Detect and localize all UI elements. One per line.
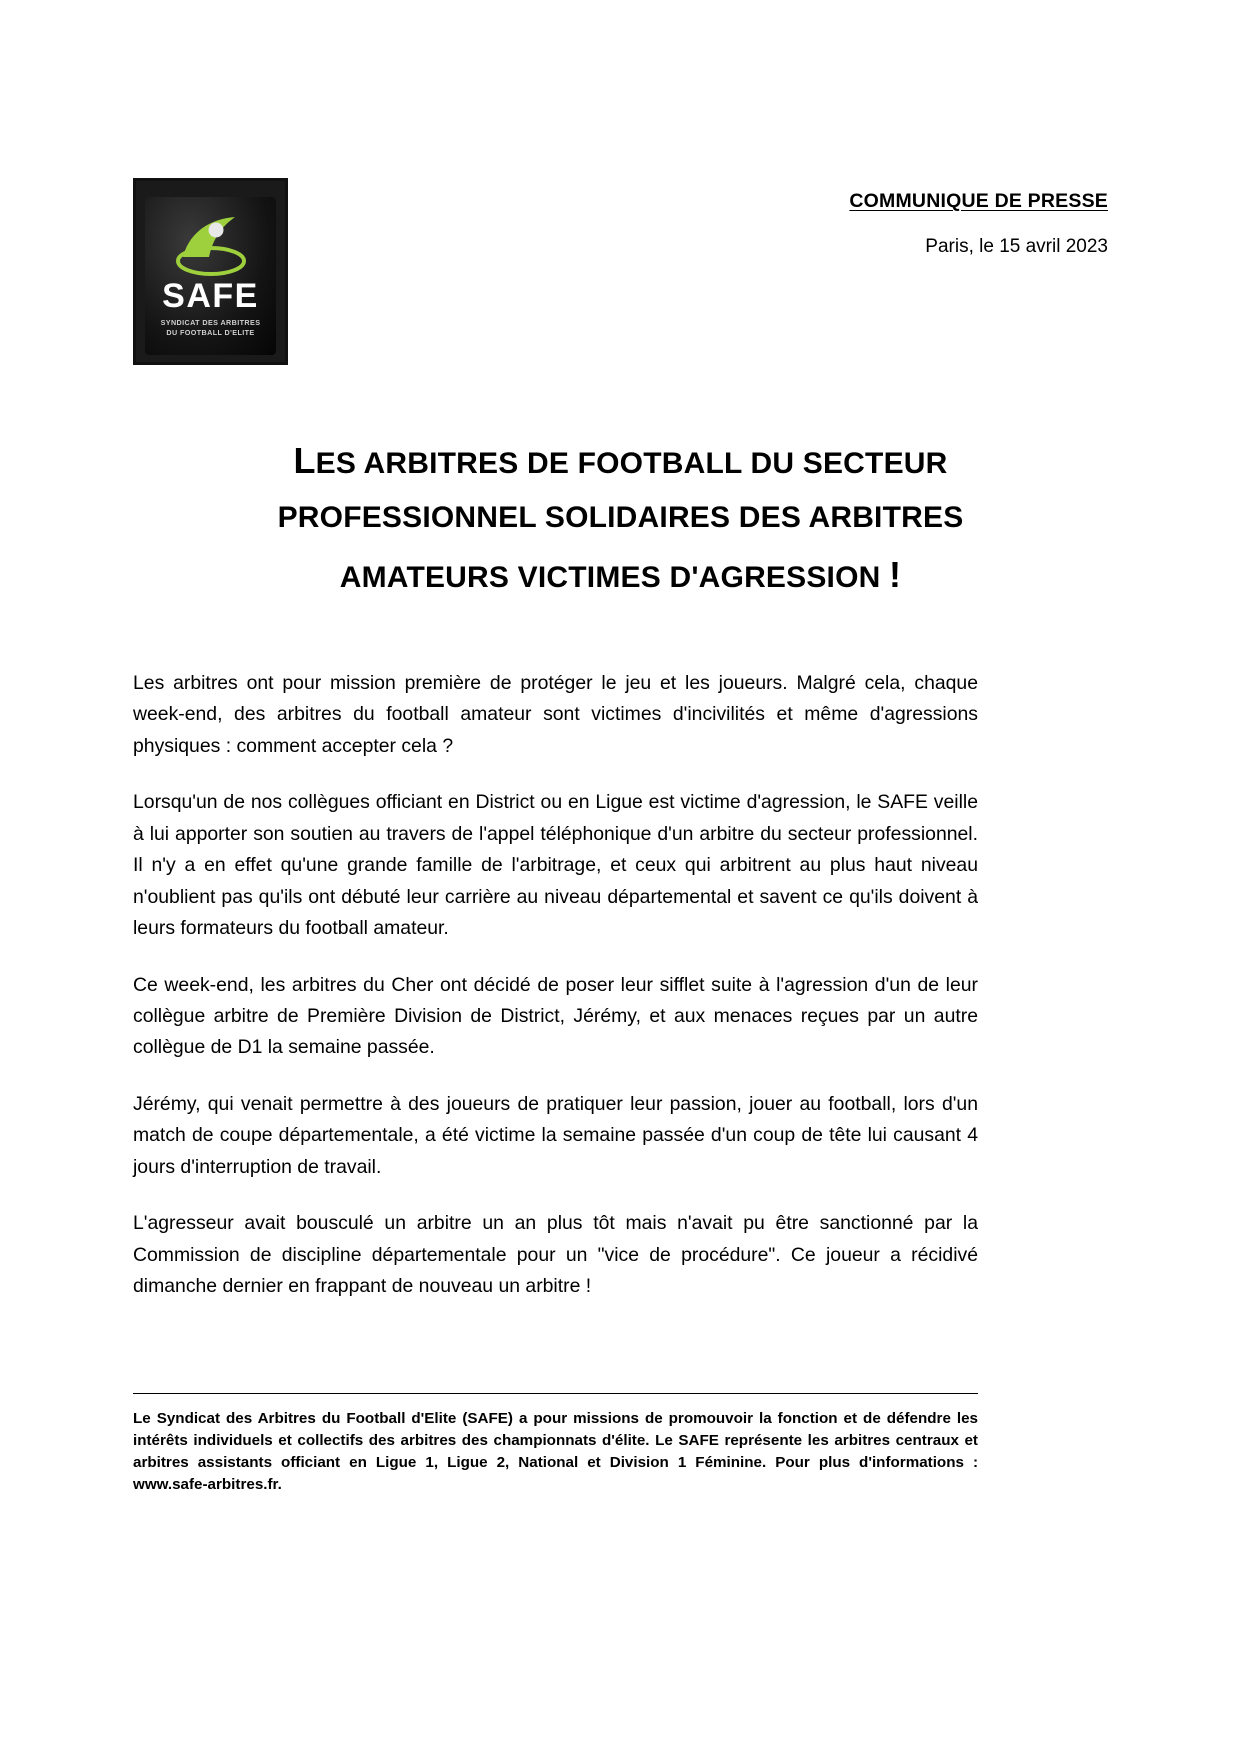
page-title-exclamation: ! xyxy=(889,553,902,595)
footer-text: Le Syndicat des Arbitres du Football d'Elite (SAFE) a pour missions de promouvoir la fonction et de défendre les intérêts individuels et collectifs des arbitres des championnats d'élite. Le SAFE représente les arbitres centraux et arbitres assistants officiant en Ligue 1, Ligue 2, National et Division 1 Féminine. Pour plus d'informations : www.safe-arbitres.fr. xyxy=(133,1410,978,1494)
body-paragraph: Les arbitres ont pour mission première de protéger le jeu et les joueurs. Malgré cela, chaque week-end, des arbitres du football amateur sont victimes d'incivilités et même d'agressions physiques : comment accepter cela ? xyxy=(133,672,978,757)
document-header xyxy=(133,178,1108,378)
safe-logo-inner xyxy=(145,197,276,355)
document-footer xyxy=(133,1393,978,1496)
page-title-line-3-text: AMATEURS VICTIMES D'AGRESSION xyxy=(339,560,881,594)
page-title-dropcap: L xyxy=(293,440,316,481)
safe-logo-wordmark: SAFE xyxy=(162,277,259,315)
press-release-heading: COMMUNIQUE DE PRESSE xyxy=(849,190,1108,212)
page-title-line-1 xyxy=(133,430,1108,492)
place-and-date: Paris, le 15 avril 2023 xyxy=(925,236,1108,257)
page-title-line-3 xyxy=(133,544,1108,606)
page-title-line-1-text: ES ARBITRES DE FOOTBALL DU SECTEUR xyxy=(315,447,948,480)
document-body xyxy=(133,668,978,1302)
safe-logo-subtitle-line1: SYNDICAT DES ARBITRES xyxy=(160,318,261,327)
safe-logo-subtitle-line2: DU FOOTBALL D'ELITE xyxy=(166,327,255,337)
body-paragraph: Jérémy, qui venait permettre à des joueurs de pratiquer leur passion, jouer au football, lors d'un match de coupe départementale, a été victime la semaine passée d'un coup de tête lui causant 4 jours d'interruption de travail. xyxy=(133,1092,978,1178)
body-paragraph: Lorsqu'un de nos collègues officiant en District ou en Ligue est victime d'agression, le SAFE veille à lui apporter son soutien au travers de l'appel téléphonique d'un arbitre du secteur professionnel. Il n'y a en effet qu'une grande famille de l'arbitrage, et ceux qui arbitrent au plus haut niveau n'oublient pas qu'ils ont débuté leur carrière au niveau départemental et savent ce qu'ils doivent à leurs formateurs du football amateur. xyxy=(133,791,978,940)
body-paragraph: L'agresseur avait bousculé un arbitre un an plus tôt mais n'avait pu être sanctionné par la Commission de discipline départementale pour un "vice de procédure". Ce joueur a récidivé dimanche dernier en frappant de nouveau un arbitre ! xyxy=(133,1212,978,1297)
safe-logo-icon xyxy=(169,211,253,277)
page-title xyxy=(133,430,1108,605)
safe-logo xyxy=(133,178,288,365)
page-title-line-2: PROFESSIONNEL SOLIDAIRES DES ARBITRES xyxy=(277,500,964,534)
footer-divider xyxy=(133,1393,978,1394)
body-paragraph: Ce week-end, les arbitres du Cher ont décidé de poser leur sifflet suite à l'agression d'un de leur collègue arbitre de Première Division de District, Jérémy, et aux menaces reçues par un autre collègue de D1 la semaine passée. xyxy=(133,973,978,1059)
